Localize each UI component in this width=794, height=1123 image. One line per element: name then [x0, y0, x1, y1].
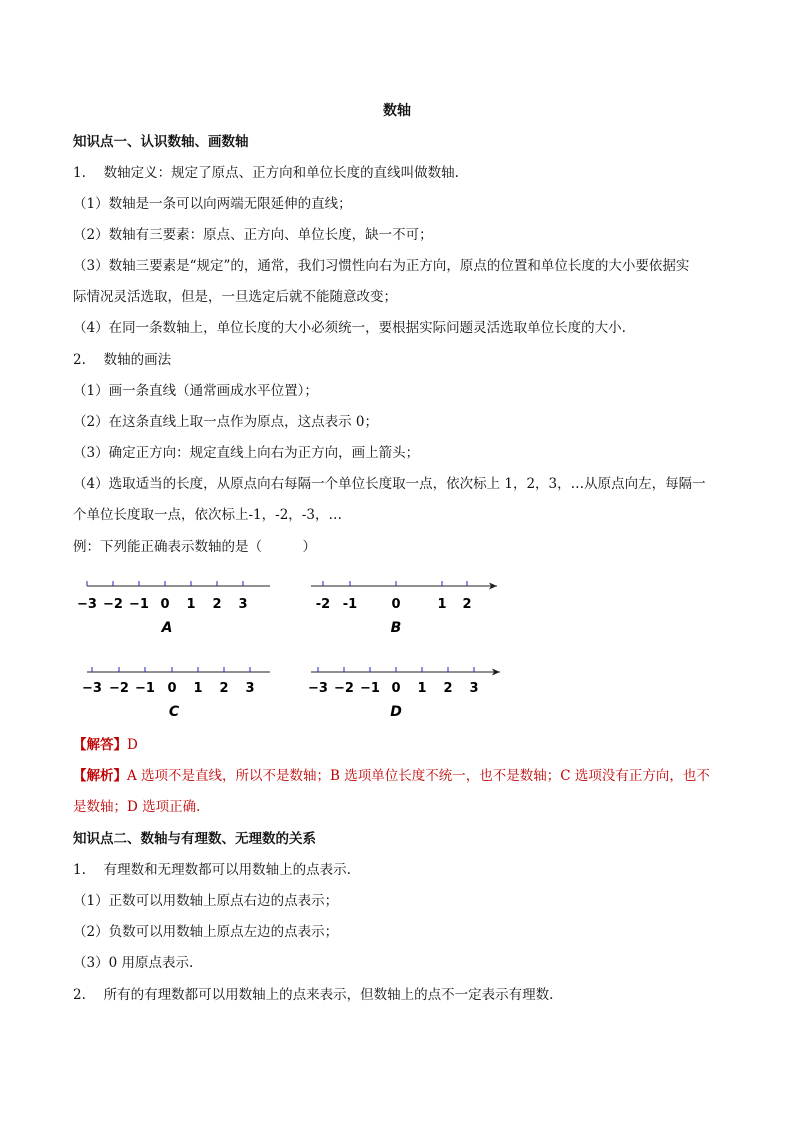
- option-d-tick-label: 0: [391, 681, 401, 696]
- option-b-tick-label: -1: [342, 597, 358, 612]
- option-d-tick-label: −2: [334, 681, 354, 696]
- option-d-tick-label: −1: [360, 681, 380, 696]
- page-title: 数轴: [383, 103, 411, 119]
- section1-item2-sub4-cont: 个单位长度取一点，依次标上-1，-2，-3，…: [73, 507, 342, 523]
- option-b-tick-label: 2: [462, 597, 472, 612]
- option-c-number-line: [82, 667, 270, 720]
- section1-item2: 2. 数轴的画法: [73, 352, 172, 368]
- option-a-label: A: [161, 620, 173, 636]
- section2-item1: 1. 有理数和无理数都可以用数轴上的点表示.: [73, 862, 351, 878]
- answer-line: [73, 735, 733, 755]
- answer-tag: 【解答】: [73, 737, 127, 753]
- number-line-options-figure: [0, 570, 794, 730]
- option-d-tick-label: 1: [417, 681, 427, 696]
- section1-item1-sub4: （4）在同一条数轴上，单位长度的大小必须统一，要根据实际问题灵活选取单位长度的大小.: [73, 320, 626, 336]
- section2-heading: 知识点二、数轴与有理数、无理数的关系: [73, 831, 316, 847]
- option-c-tick-label: 0: [167, 681, 177, 696]
- option-c-tick-label: 1: [193, 681, 203, 696]
- section1-item1: 1. 数轴定义：规定了原点、正方向和单位长度的直线叫做数轴.: [73, 165, 459, 181]
- section1-heading: 知识点一、认识数轴、画数轴: [73, 134, 249, 150]
- option-d-number-line: [308, 667, 500, 720]
- option-b-tick-label: -2: [315, 597, 331, 612]
- section2-item2: 2. 所有的有理数都可以用数轴上的点来表示，但数轴上的点不一定表示有理数.: [73, 987, 554, 1003]
- option-b-tick-label: 0: [391, 597, 401, 612]
- section1-item1-sub3-cont: 际情况灵活选取，但是，一旦选定后就不能随意改变；: [73, 289, 397, 305]
- option-b-label: B: [390, 620, 402, 636]
- option-b-tick-label: 1: [437, 597, 447, 612]
- answer-value: D: [127, 737, 138, 753]
- option-d-tick-label: 2: [443, 681, 453, 696]
- section1-item2-sub4: （4）选取适当的长度，从原点向右每隔一个单位长度取一点，依次标上 1，2，3，…从原点向左，每隔一: [73, 476, 706, 492]
- section2-item1-sub3: （3）0 用原点表示.: [73, 955, 194, 971]
- section1-item1-sub3: （3）数轴三要素是“规定”的，通常，我们习惯性向右为正方向，原点的位置和单位长度的大小要依据实: [73, 258, 690, 274]
- option-a-tick-label: 3: [238, 597, 248, 612]
- analysis-line: [73, 766, 733, 786]
- section1-item1-sub2: （2）数轴有三要素：原点、正方向、单位长度，缺一不可；: [73, 227, 433, 243]
- option-a-tick-label: −3: [77, 597, 97, 612]
- section1-item1-sub1: （1）数轴是一条可以向两端无限延伸的直线；: [73, 196, 352, 212]
- option-a-tick-label: −2: [103, 597, 123, 612]
- analysis-tag: 【解析】: [73, 768, 127, 784]
- section1-item2-sub1: （1）画一条直线（通常画成水平位置）；: [73, 383, 318, 399]
- option-a-tick-label: 0: [160, 597, 170, 612]
- option-c-tick-label: 2: [219, 681, 229, 696]
- option-a-tick-label: 2: [212, 597, 222, 612]
- analysis-text-cont: 是数轴；D 选项正确.: [73, 799, 201, 815]
- option-c-tick-label: −2: [109, 681, 129, 696]
- section2-item1-sub1: （1）正数可以用数轴上原点右边的点表示；: [73, 893, 339, 909]
- option-c-tick-label: −1: [135, 681, 155, 696]
- option-d-tick-label: 3: [469, 681, 479, 696]
- section1-item2-sub3: （3）确定正方向：规定直线上向右为正方向，画上箭头；: [73, 445, 420, 461]
- option-b-number-line: [311, 581, 497, 636]
- option-d-tick-label: −3: [308, 681, 328, 696]
- section1-item2-sub2: （2）在这条直线上取一点作为原点，这点表示 0；: [73, 414, 378, 430]
- option-c-tick-label: −3: [82, 681, 102, 696]
- option-a-tick-label: −1: [129, 597, 149, 612]
- option-d-label: D: [390, 704, 402, 720]
- analysis-text: A 选项不是直线，所以不是数轴；B 选项单位长度不统一，也不是数轴；C 选项没有正方向，也不: [127, 768, 710, 784]
- option-c-label: C: [168, 704, 180, 720]
- section2-item1-sub2: （2）负数可以用数轴上原点左边的点表示；: [73, 924, 339, 940]
- option-a-number-line: [77, 581, 270, 636]
- option-c-tick-label: 3: [245, 681, 255, 696]
- example-question: 例：下列能正确表示数轴的是（ ）: [73, 539, 316, 555]
- option-a-tick-label: 1: [186, 597, 196, 612]
